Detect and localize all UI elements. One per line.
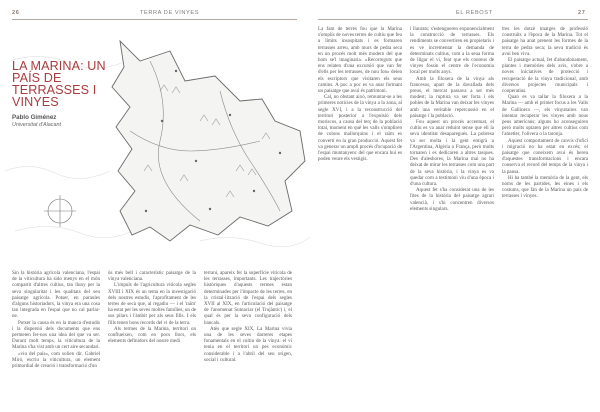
paragraph: Cal, no obstant això, remuntar-se a les primeres notícies de la vinya a la zona, al segle XVI, i a la reconstrucció del territori posterior a l'expulsió dels moriscos, a causa del terç de la població total, moment en què les valls s'ompliren de colons mallorquins i el raïm es convertí en la gran producció. Aquest fet va generar un ampli procés d'ocupació de l'espai muntanyenc del que encara hui es poden veure els vestigis. <box>318 94 402 163</box>
paragraph: La fam de terres fou que la Marina s'omplís de noves terres de cultiu que feu a límits insospitats i es formaren terrasses arreu, amb murs de pedra seca en un procés molt més modern del que hom se'l imaginaria. «Recorreguts que ens relaten d'una excursió que van fer d'ells per les terrasses, de nou fon» deien els escriptors que visitaren els seus camins. A poc a poc es va anar formant un paisatge que avui és patrimoni. <box>318 26 402 95</box>
paragraph: Sin la història agrícola valenciana, l'espai de la viticultura ha sido menys en el món compartit d'altres cultius, tan lluny per la seva singularitat i les qualitats del seu paisatge agrícola. Potser, en paraules d'alguns historiadors, la vinya era una cosa tan integrada en l'espai que no cal parlar-ne. <box>12 270 100 320</box>
paragraph: Hi ha també la memòria de la gent, els noms de les partides, les eines i els costums, que fan de la Marina un país de terrasses i vinyes. <box>502 174 588 200</box>
article-author: Pablo Giménez <box>12 114 57 121</box>
paragraph: ús més bell i característic paisatge de la vinya valenciana. <box>108 270 196 283</box>
paragraph: Atès que segle XIX, La Marina vivia una de les seves darreres etapes fonamentals en el cultiu de la vinya: el vi tenia en el territori un pes econòmic considerable i a l'abril del seu origen, social i cultural. <box>204 325 292 363</box>
historical-map <box>0 21 310 266</box>
paragraph: Aquest fet s'ha considerat una de les fites de la història del paisatge agrari valencià, i s'hi concentren diversos elements singulars. <box>410 187 494 212</box>
right-running-title: EL REBOST <box>456 10 493 16</box>
paragraph: Potser la causa és en la manca d'estudis i la dispersió dels documents que ens permeten fer-nos una idea del que va ser. Durant molt temps, la viticultura de la Marina s'ha vist amb un cert aire secundari. <box>12 319 100 351</box>
header-rule-right <box>318 19 588 20</box>
paragraph: Aquest comportament de canvis d'ofici i migració no ha estat en excés; el paisatge que coneixem avui és hereu d'aquestes transformacions i encara conserva el record del temps de la vinya i la pansa. <box>502 137 588 175</box>
left-page-number: 26 <box>12 10 20 16</box>
text-column-1 <box>12 270 100 412</box>
paragraph: El paisatge actual, fet d'abandonament, plantes i memòries dels avis, s'obre a noves iniciatives de protecció i recuperació de la vinya tradicional, amb diversos projectes municipals i cooperatius. <box>502 57 588 95</box>
text-column-6 <box>502 26 588 412</box>
text-column-4 <box>318 26 402 412</box>
text-column-5 <box>410 26 494 412</box>
paragraph: «viu del país», com solien dir. Gabriel Miró, escriu la viticultura, un element primordial de creació i transformació d'un <box>12 350 100 370</box>
text-column-3 <box>204 270 292 412</box>
left-running-title: TERRA DE VINYES <box>140 10 200 16</box>
author-affiliation: Universitat d'Alacant <box>12 122 61 128</box>
paragraph: L'impuls de l'agricultura vitícola segles XVIII i XIX és un tema en la investigació dels nostres estudis, l'aprofitament de les terres de secà que, al regadiu — i el 'raïm' ha estat per les seves moltes famílies, un de sus pilars i l'àmbit per als seus fills. I els fills tenen bons records del vi de la terra. <box>108 282 196 326</box>
paragraph: Als termes de la Marina, territori on conflueixen, com en pocs llocs, els elements definidors del nostre medi <box>108 325 196 345</box>
article-title: LA MARINA: UN PAÍS DE TERRASSES I VINYES <box>12 59 106 109</box>
paragraph: Quan es va tallar la filoxera a la Marina — amb el primer focus a les Valls de Gallinera —, els vinyataires van intentar recuperar les vinyes amb nous peus americans; alguns ho aconseguiren però molts optaren per altres cultius com l'ametler, l'olivera o la taronja. <box>502 94 588 138</box>
paragraph: i llaurats; s'estengueren exponencialment la construcció de terrasses. Els rendiments se convertiren en propietaris i es ve incrementar la demanda de determinats cultius, com a la seua forma de lligar el vi, fent que els conreus de vinyes fossin el centre de l'economia local per molts anys. <box>410 26 494 76</box>
header-rule-left <box>12 19 297 20</box>
paragraph: tres les dotzè imatges de professió construïts a l'època de la Marina. Tot el paisatge ha anat prenent les formes de la terra de pedra seca; la seva tradició és avui ben viva. <box>502 26 588 57</box>
paragraph: Fou aquest un procés accentuat, el cultiu es va anar reduint sense que ell la seva identitat desaparegués. La pobresa va ser molta i la gent emigrà a l'Argentina, Algèria o França, però molts tornaren i es dedicaren a altres tasques. Des d'aleshores, la Marina mai no ha deixat de mirar les terrasses com una part de la seva història, i la vinya es va quedar com a testimoni viu d'una època i d'una cultura. <box>410 119 494 188</box>
paragraph: terrani, apareix fer la superfície vitícola de les terrasses, importants. Les trajectòries històriques d'aquests termes estan determinades per l'impacte de les terres, en la cristal·lització de l'espai dels segles XVII al XIX, en l'articulació del paisatge de l'anomenat Sumaciar (el Trujàntic) i, el qual és per la seva configuració dels bancals. <box>204 270 292 326</box>
right-page-number: 27 <box>578 10 586 16</box>
text-column-2 <box>108 270 196 412</box>
paragraph: Amb la filoxera de la vinya als francesos, apart de la davallada dels preus, el mercat passava a ser més modest; la ruptura va ser forta i els pobles de la Marina van deixar les vinyes amb una veritable repercussió en el paisatge i la població. <box>410 75 494 119</box>
